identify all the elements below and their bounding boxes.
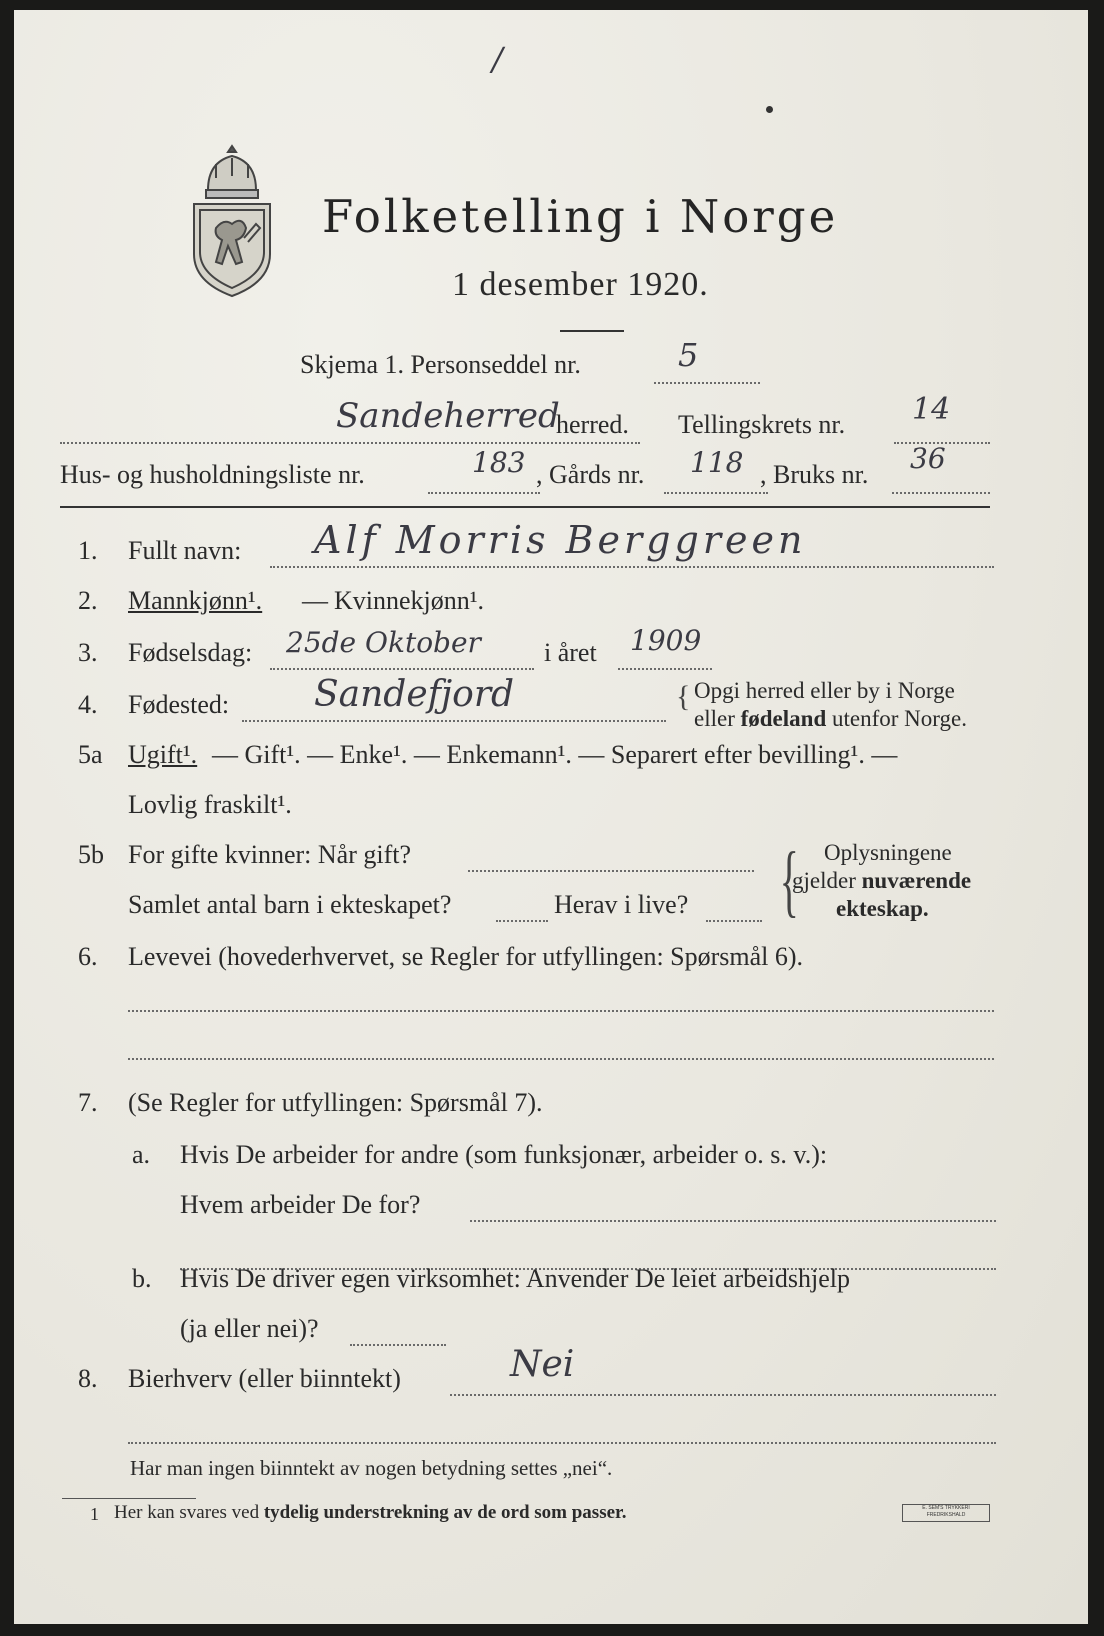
- birthday-value[interactable]: 25de Oktober: [286, 626, 481, 659]
- gards-value[interactable]: 118: [690, 446, 744, 479]
- side-income-value[interactable]: Nei: [510, 1344, 575, 1385]
- q5b-children-label: Samlet antal barn i ekteskapet?: [128, 890, 452, 919]
- q8-number: 8.: [78, 1364, 98, 1393]
- footnote-divider: [62, 1498, 196, 1499]
- q5b-number: 5b: [78, 840, 104, 869]
- tellingskrets-value[interactable]: 14: [912, 392, 951, 427]
- form-title: Folketelling i Norge: [322, 190, 839, 243]
- q8-label: Bierhverv (eller biinntekt): [128, 1364, 401, 1393]
- q7b-letter: b.: [132, 1264, 152, 1293]
- female-option[interactable]: Kvinnekjønn¹.: [334, 586, 485, 615]
- q3-number: 3.: [78, 638, 98, 667]
- ink-dot: [766, 106, 773, 113]
- marital-options: — Gift¹. — Enke¹. — Enkemann¹. — Separert efter bevilling¹. —: [212, 740, 898, 769]
- q2-separator: —: [302, 586, 328, 615]
- q3-label: Fødselsdag:: [128, 638, 253, 667]
- printer-stamp: E. SEM'S TRYKKERI FREDRIKSHALD: [902, 1504, 990, 1522]
- q4-note-line1: Opgi herred eller by i Norge: [694, 678, 955, 703]
- gards-label: , Gårds nr.: [536, 460, 645, 489]
- employer-field[interactable]: [470, 1220, 996, 1222]
- q7a-line1: Hvis De arbeider for andre (som funksjonær, arbeider o. s. v.):: [180, 1140, 828, 1169]
- tellingskrets-label: Tellingskrets nr.: [678, 410, 846, 439]
- personseddel-nr-value[interactable]: 5: [678, 336, 699, 374]
- unmarried-option[interactable]: Ugift¹.: [128, 740, 198, 769]
- census-date: 1 desember 1920.: [452, 266, 709, 303]
- q2-number: 2.: [78, 586, 98, 615]
- title-divider: [560, 330, 624, 332]
- male-option[interactable]: Mannkjønn¹.: [128, 586, 263, 615]
- q5a-number: 5a: [78, 740, 103, 769]
- birthplace-value[interactable]: Sandefjord: [314, 674, 515, 715]
- page-mark: /: [492, 40, 503, 78]
- q7-number: 7.: [78, 1088, 98, 1117]
- side-income-line-2[interactable]: [128, 1442, 996, 1444]
- herred-value[interactable]: Sandeherred: [336, 396, 560, 436]
- q5b-line1: For gifte kvinner: Når gift?: [128, 840, 412, 869]
- q4-brace: {: [676, 680, 691, 713]
- full-name-value[interactable]: Alf Morris Berggreen: [314, 518, 807, 562]
- q4-label: Fødested:: [128, 690, 230, 719]
- hired-help-field[interactable]: [350, 1344, 446, 1346]
- q7b-line2: (ja eller nei)?: [180, 1314, 319, 1343]
- q3-year-label: i året: [544, 638, 597, 667]
- q7a-letter: a.: [132, 1140, 151, 1169]
- herred-label: herred.: [556, 410, 629, 439]
- footnote-text: Her kan svares ved tydelig understrekning av de ord som passer.: [114, 1502, 627, 1523]
- birth-year-value[interactable]: 1909: [630, 624, 702, 657]
- q5b-note1: Oplysningene: [824, 840, 952, 865]
- q5b-brace: {: [779, 837, 799, 925]
- schema-label: Skjema 1. Personseddel nr.: [300, 350, 581, 379]
- husholdningsliste-label: Hus- og husholdningsliste nr.: [60, 460, 365, 489]
- header-divider: [60, 506, 990, 508]
- q6-label: Levevei (hovederhvervet, se Regler for utfyllingen: Spørsmål 6).: [128, 942, 804, 971]
- norwegian-coat-of-arms-icon: [186, 138, 278, 298]
- q4-note-line2: eller fødeland utenfor Norge.: [694, 706, 967, 731]
- divorced-option: Lovlig fraskilt¹.: [128, 790, 292, 819]
- bruks-value[interactable]: 36: [910, 442, 946, 475]
- q5b-alive-label: Herav i live?: [554, 890, 689, 919]
- occupation-line-2[interactable]: [128, 1058, 994, 1060]
- q5b-note2: gjelder nuværende: [792, 868, 972, 893]
- q4-number: 4.: [78, 690, 98, 719]
- bruks-label: , Bruks nr.: [760, 460, 869, 489]
- q1-number: 1.: [78, 536, 98, 565]
- q7a-line2: Hvem arbeider De for?: [180, 1190, 421, 1219]
- footnote-mark: 1: [90, 1504, 99, 1524]
- occupation-line-1[interactable]: [128, 1010, 994, 1012]
- husholdningsliste-value[interactable]: 183: [472, 446, 526, 479]
- census-form: [14, 10, 1088, 1624]
- q5b-note3: ekteskap.: [836, 896, 929, 921]
- q1-label: Fullt navn:: [128, 536, 242, 565]
- q7-label: (Se Regler for utfyllingen: Spørsmål 7).: [128, 1088, 543, 1117]
- q6-number: 6.: [78, 942, 98, 971]
- footer-note: Har man ingen biinntekt av nogen betydning settes „nei“.: [130, 1456, 613, 1480]
- q7b-line1: Hvis De driver egen virksomhet: Anvender De leiet arbeidshjelp: [180, 1264, 851, 1293]
